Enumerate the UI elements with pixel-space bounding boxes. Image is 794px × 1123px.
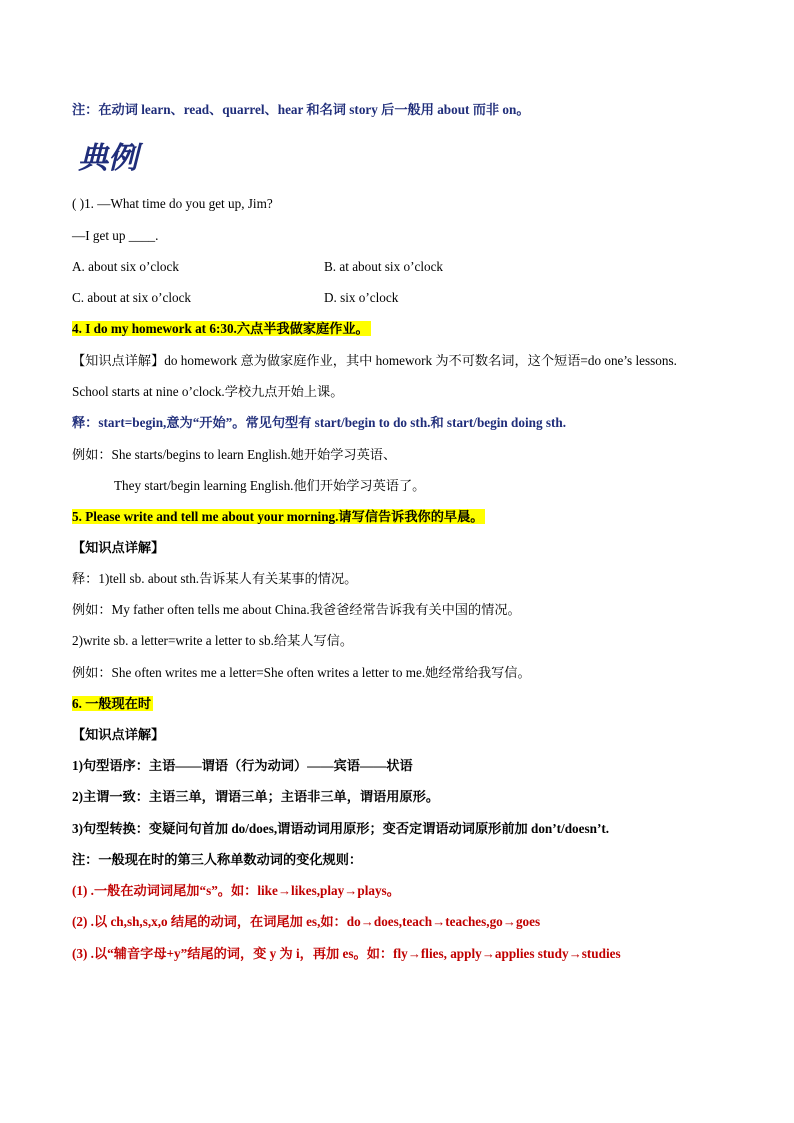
- section6-change3: (3) .以“辅音字母+y”结尾的词，变 y 为 i，再加 es。如：fly→flies, apply→applies study→studies: [72, 946, 621, 961]
- section5-point1: 释：1)tell sb. about sth.告诉某人有关某事的情况。: [72, 571, 358, 586]
- section6-note: 注：一般现在时的第三人称单数动词的变化规则：: [72, 852, 363, 867]
- section6-change2: (2) .以 ch,sh,s,x,o 结尾的动词，在词尾加 es,如：do→does,teach→teaches,go→goes: [72, 914, 541, 929]
- section4-school: School starts at nine o’clock.学校九点开始上课。: [72, 384, 344, 399]
- section6-heading: 6. 一般现在时: [72, 696, 152, 711]
- option-a: A. about six o’clock: [72, 259, 179, 274]
- section6-rule2: 2)主谓一致：主语三单，谓语三单；主语非三单，谓语用原形。: [72, 789, 440, 804]
- svg-text:典例: 典例: [78, 141, 138, 176]
- option-b: B. at about six o’clock: [324, 259, 444, 274]
- section5-example2: 例如：She often writes me a letter=She often writes a letter to me.她经常给我写信。: [72, 665, 531, 680]
- note-about-usage: 注：在动词 learn、read、quarrel、hear 和名词 story 后一般用 about 而非 on。: [72, 102, 530, 117]
- section6-rule3: 3)句型转换：变疑问句首加 do/does,谓语动词用原形；变否定谓语动词原形前加 don’t/doesn’t.: [72, 821, 610, 836]
- section4-example1: 例如：She starts/begins to learn English.她开始学习英语、: [72, 447, 397, 462]
- section6-rule1: 1)句型语序：主语——谓语（行为动词）——宾语——状语: [72, 758, 413, 773]
- section6-label: 【知识点详解】: [72, 727, 165, 742]
- section5-example1: 例如：My father often tells me about China.我爸爸经常告诉我有关中国的情况。: [72, 602, 521, 617]
- section4-example2: They start/begin learning English.他们开始学习英语了。: [114, 478, 426, 493]
- section4-heading: 4. I do my homework at 6:30.六点半我做家庭作业。: [72, 321, 369, 336]
- answer-line: —I get up ____.: [72, 228, 159, 243]
- section4-note: 释：start=begin,意为“开始”。常见句型有 start/begin to do sth.和 start/begin doing sth.: [72, 415, 567, 430]
- section5-heading: 5. Please write and tell me about your morning.请写信告诉我你的早晨。: [72, 509, 484, 524]
- question-stem: ( )1. —What time do you get up, Jim?: [72, 196, 273, 211]
- section4-explain: 【知识点详解】do homework 意为做家庭作业，其中 homework 为不可数名词，这个短语=do one’s lessons.: [72, 353, 677, 368]
- section5-point2: 2)write sb. a letter=write a letter to sb.给某人写信。: [72, 633, 354, 648]
- section5-label: 【知识点详解】: [72, 540, 165, 555]
- section6-change1: (1) .一般在动词词尾加“s”。如：like→likes,play→plays。: [72, 883, 400, 898]
- option-c: C. about at six o’clock: [72, 290, 192, 305]
- example-logo: [76, 138, 152, 178]
- option-d: D. six o’clock: [324, 290, 399, 305]
